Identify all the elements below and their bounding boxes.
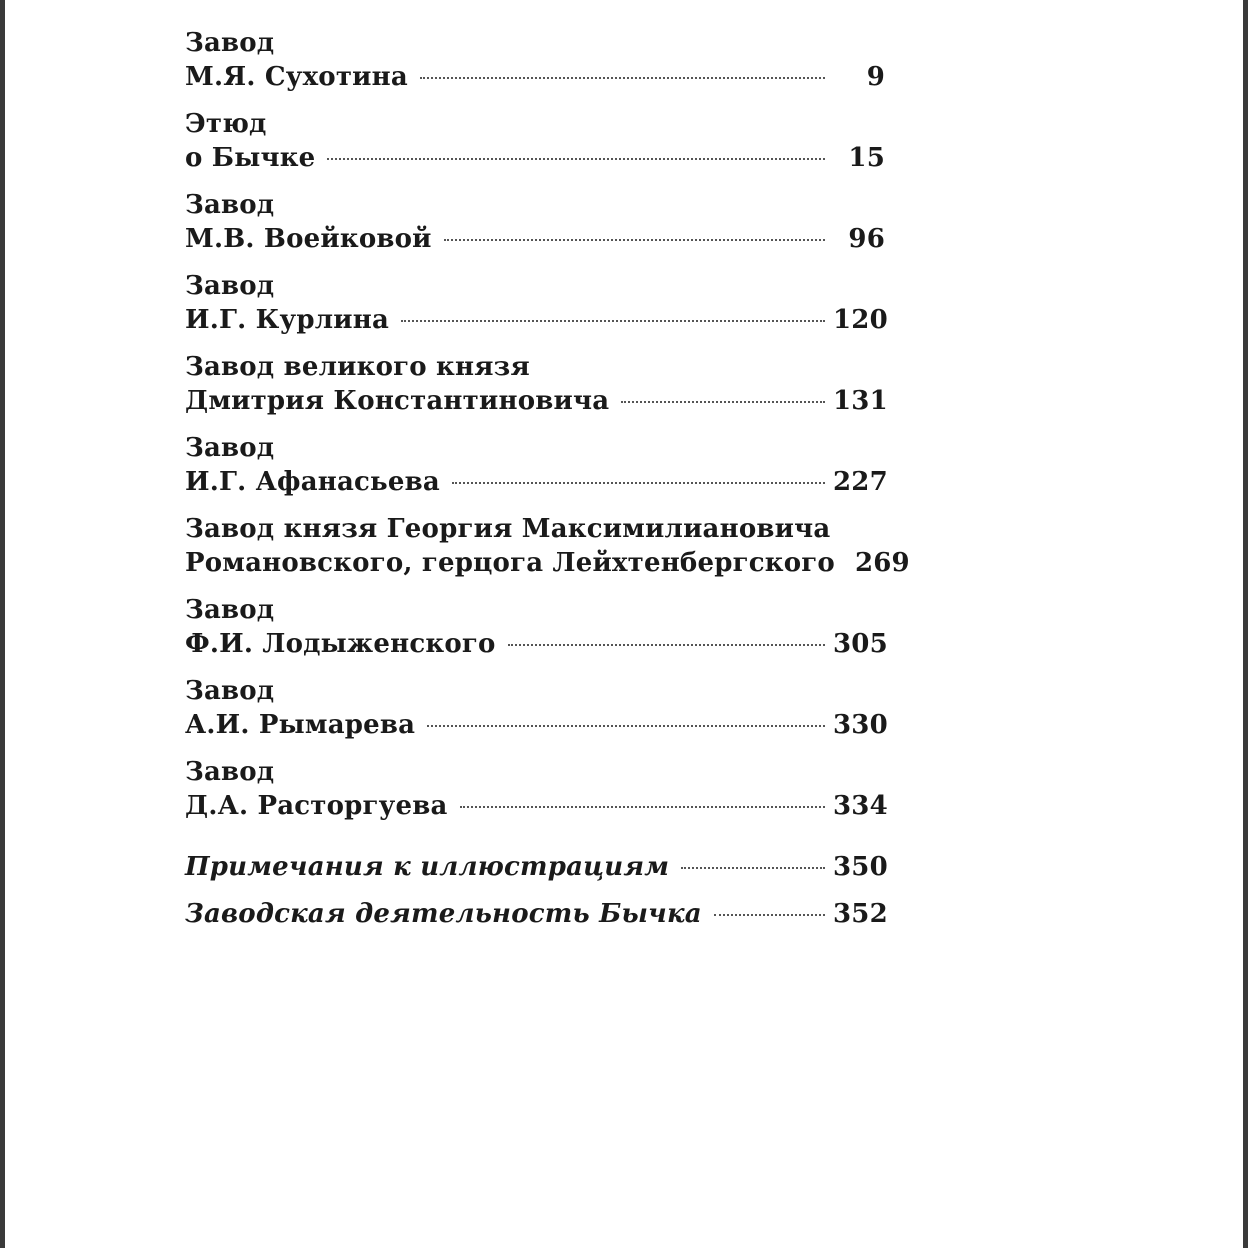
toc-entry <box>185 674 888 742</box>
toc-entry-heading: Завод <box>185 676 275 706</box>
toc-page-number: 305 <box>833 629 888 659</box>
toc-entry <box>185 269 888 337</box>
dot-leader <box>621 401 825 403</box>
toc-entry-title: М.В. Воейковой <box>185 224 432 254</box>
dot-leader <box>452 482 825 484</box>
section-gap <box>185 836 885 850</box>
toc-entry-heading: Завод <box>185 433 275 463</box>
dot-leader <box>460 806 825 808</box>
toc-entry-title: Д.А. Расторгуева <box>185 791 448 821</box>
toc-entry-title: Ф.И. Лодыженского <box>185 629 496 659</box>
toc-page-number: 334 <box>833 791 888 821</box>
toc-entry-heading: Завод великого князя <box>185 352 530 382</box>
dot-leader <box>327 158 825 160</box>
toc-entry <box>185 26 885 94</box>
toc-appendix-entry <box>185 850 888 884</box>
dot-leader <box>427 725 825 727</box>
toc-page-number: 15 <box>848 143 885 173</box>
toc-entry <box>185 188 885 256</box>
toc-entry-heading: Завод <box>185 757 275 787</box>
toc-entry <box>185 107 885 175</box>
toc-page-number: 120 <box>833 305 888 335</box>
toc-entry-title: М.Я. Сухотина <box>185 62 408 92</box>
toc-page-number: 227 <box>833 467 888 497</box>
toc-entry-title: А.И. Рымарева <box>185 710 416 740</box>
toc-entry <box>185 431 888 499</box>
toc-page-number: 352 <box>833 899 888 929</box>
toc-appendix-title: Заводская деятельность Бычка <box>185 899 702 929</box>
toc-entry-heading: Завод князя Георгия Максимилиановича <box>185 514 831 544</box>
toc-entry-heading: Завод <box>185 271 275 301</box>
dot-leader <box>681 867 825 869</box>
toc-appendix-entry <box>185 897 888 931</box>
toc-entry <box>185 350 888 418</box>
toc-page-number: 96 <box>848 224 885 254</box>
toc-entry-heading: Завод <box>185 28 275 58</box>
dot-leader <box>508 644 825 646</box>
table-of-contents <box>185 26 910 944</box>
toc-page-number: 269 <box>854 548 910 578</box>
toc-entry-title: о Бычке <box>185 143 316 173</box>
toc-entry-title: Романовского, герцога Лейхтенбергского <box>185 548 835 578</box>
toc-page-number: 131 <box>833 386 888 416</box>
toc-page-number: 350 <box>833 852 888 882</box>
toc-appendix-title: Примечания к иллюстрациям <box>185 852 670 882</box>
dot-leader <box>420 77 825 79</box>
toc-entry-title: И.Г. Афанасьева <box>185 467 440 497</box>
dot-leader <box>444 239 825 241</box>
toc-entry-heading: Этюд <box>185 109 267 139</box>
toc-entry <box>185 755 888 823</box>
toc-entry <box>185 512 910 580</box>
toc-entry-title: И.Г. Курлина <box>185 305 390 335</box>
toc-entry-heading: Завод <box>185 595 275 625</box>
toc-entry-title: Дмитрия Константиновича <box>185 386 610 416</box>
dot-leader <box>714 914 825 916</box>
toc-page-number: 330 <box>833 710 888 740</box>
dot-leader <box>401 320 825 322</box>
toc-entry-heading: Завод <box>185 190 275 220</box>
toc-page-number: 9 <box>866 62 885 92</box>
toc-entry <box>185 593 888 661</box>
